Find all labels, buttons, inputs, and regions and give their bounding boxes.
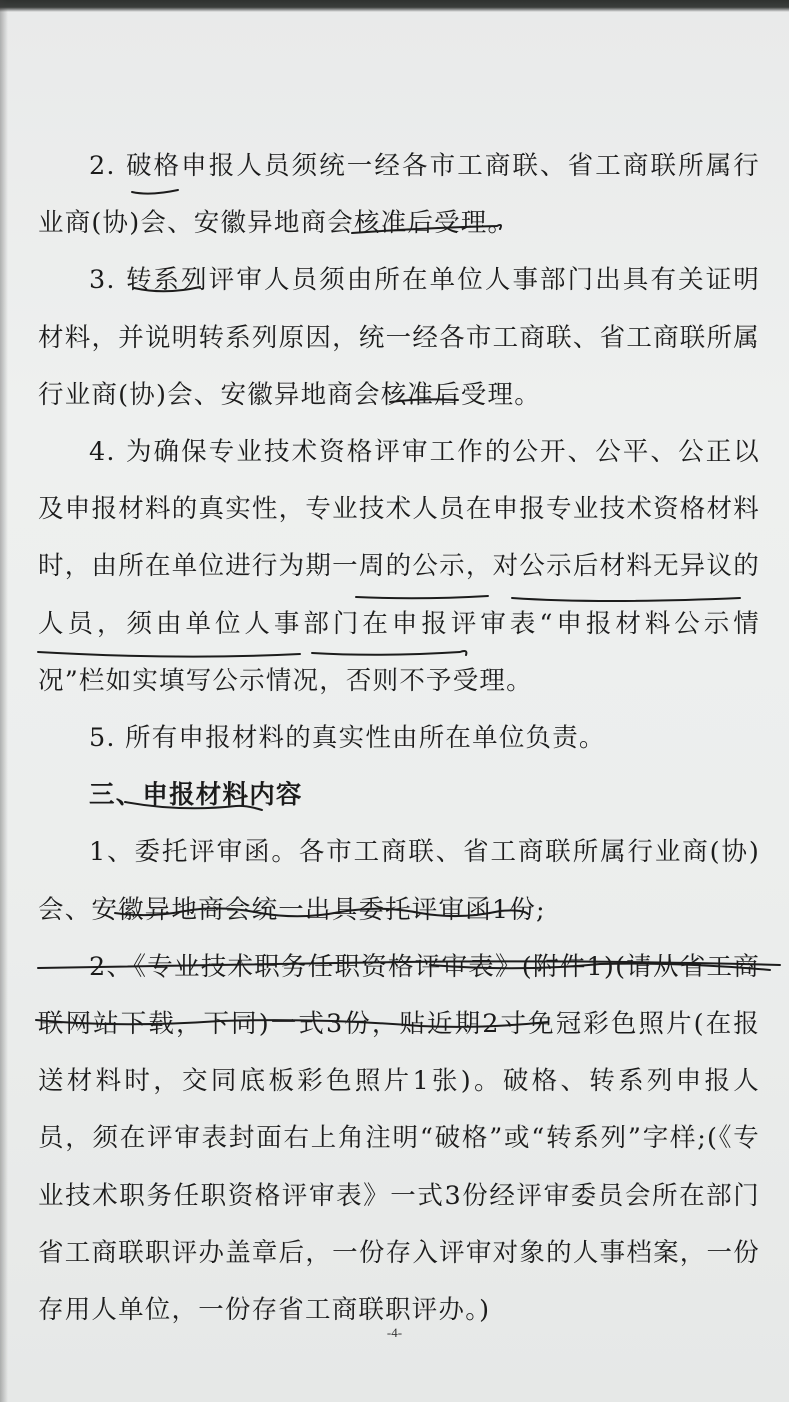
paragraph-material-1: 1、委托评审函。各市工商联、省工商联所属行业商(协)会、安徽异地商会统一出具委托评审函1份; xyxy=(38,837,760,925)
paragraph-item-3: 3. 转系列评审人员须由所在单位人事部门出具有关证明材料，并说明转系列原因，统一经各市工商联、省工商联所属行业商(协)会、安徽异地商会核准后受理。 xyxy=(38,265,760,410)
section-heading: 三、申报材料内容 xyxy=(89,780,303,811)
document-body xyxy=(38,138,760,1339)
paragraph-item-4: 4. 为确保专业技术资格评审工作的公开、公平、公正以及申报材料的真实性，专业技术人员在申报专业技术资格材料时，由所在单位进行为期一周的公示，对公示后材料无异议的人员，须由单位人事部门在申报评审表“申报材料公示情况”栏如实填写公示情况，否则不予受理。 xyxy=(38,437,760,696)
page-left-shadow xyxy=(0,0,8,1402)
paragraph-item-2: 2. 破格申报人员须统一经各市工商联、省工商联所属行业商(协)会、安徽异地商会核准后受理。 xyxy=(38,151,760,239)
page-top-shadow xyxy=(0,0,789,12)
paragraph-material-2: 2、《专业技术职务任职资格评审表》(附件1)(请从省工商联网站下载，下同)一式3份，贴近期2寸免冠彩色照片(在报送材料时，交同底板彩色照片1张)。破格、转系列申报人员，须在评审表封面右上角注明“破格”或“转系列”字样;(《专业技术职务任职资格评审表》一式3份经评审委员会所在部门省工商联职评办盖章后，一份存入评审对象的人事档案，一份存用人单位，一份存省工商联职评办。) xyxy=(38,951,760,1326)
paragraph-item-5: 5. 所有申报材料的真实性由所在单位负责。 xyxy=(89,723,606,754)
page-number: -4- xyxy=(386,1325,403,1340)
